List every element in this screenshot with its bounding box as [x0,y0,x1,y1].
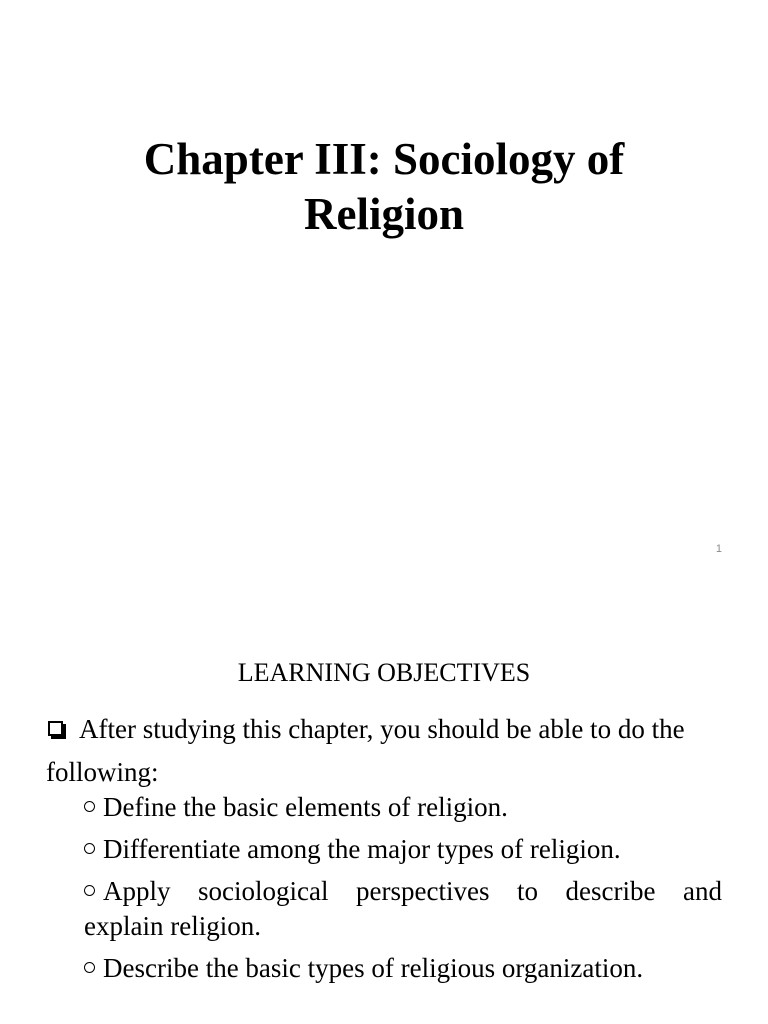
objective-item [84,951,722,986]
objective-text: Apply sociological perspectives to describe and [103,876,722,906]
intro-text: After studying this chapter, you should be able to do the following: [46,714,685,787]
objective-text-continued: explain religion. [84,911,261,941]
circle-icon [84,885,95,896]
intro-paragraph [46,708,726,794]
page-number: 1 [715,543,722,555]
circle-icon [84,801,95,812]
circle-icon [84,962,95,973]
chapter-title-line-1: Chapter III: Sociology of [143,134,625,184]
objective-item [84,874,722,944]
circle-icon [84,843,95,854]
checkbox-icon [48,721,63,736]
chapter-title [0,132,768,242]
chapter-title-line-2: Religion [303,189,464,239]
objective-item [84,832,722,867]
objective-item [84,790,722,825]
objectives-list [84,790,722,993]
objective-text: Define the basic elements of religion. [103,792,508,822]
objective-text: Describe the basic types of religious organization. [103,953,644,983]
learning-objectives-heading: LEARNING OBJECTIVES [237,658,531,687]
objective-text: Differentiate among the major types of religion. [103,834,621,864]
